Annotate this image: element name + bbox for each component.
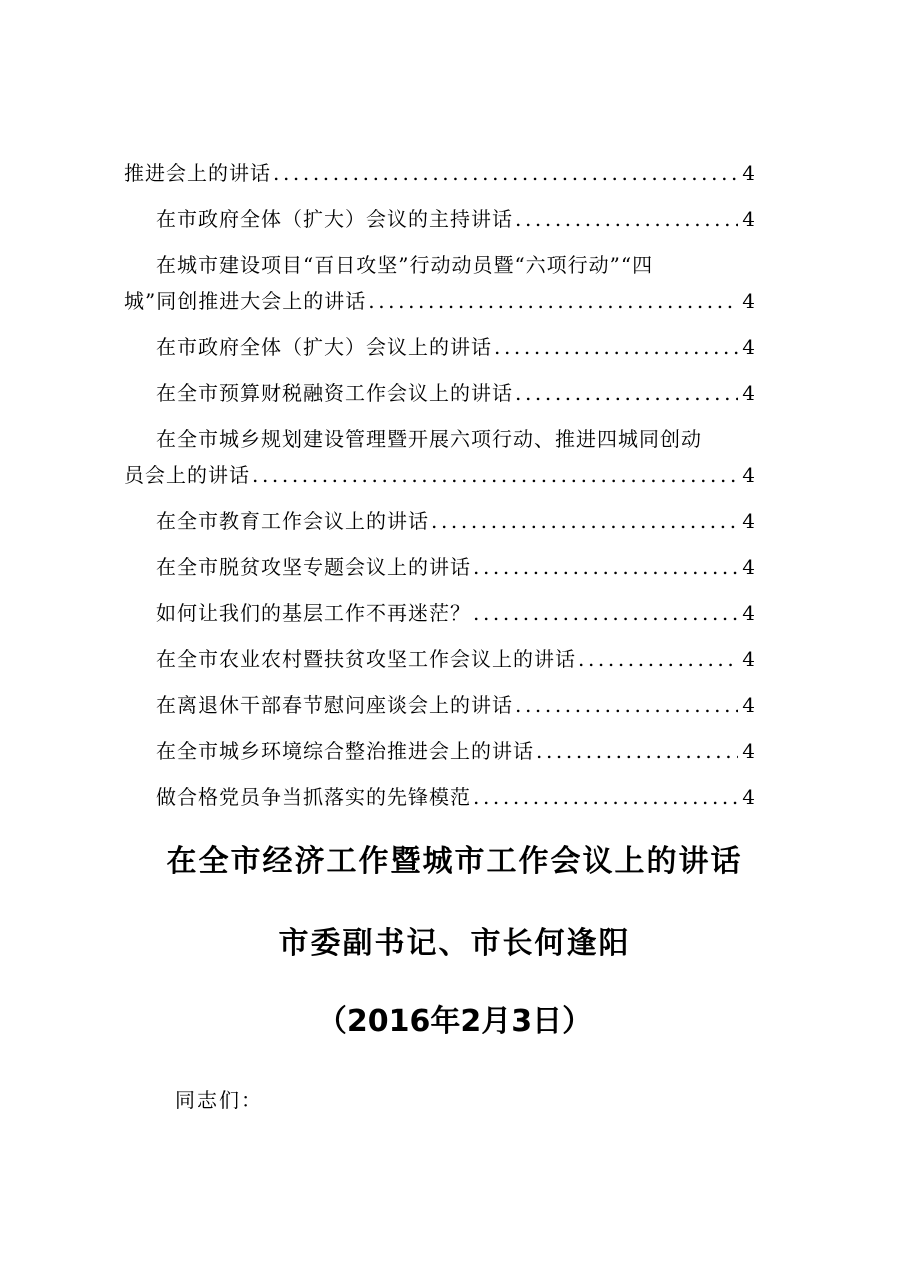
toc-entry-text: 城”同创推进大会上的讲话 (124, 289, 367, 313)
toc-entry-text: 在全市城乡环境综合整治推进会上的讲话 (156, 739, 534, 763)
toc-entry[interactable] (124, 503, 756, 549)
table-of-contents (124, 155, 756, 825)
toc-dot-leader (473, 779, 738, 815)
toc-entry-text: 在城市建设项目“百日攻坚”行动动员暨“六项行动”“四 (156, 253, 654, 277)
toc-entry-text: 在离退休干部春节慰问座谈会上的讲话 (156, 693, 513, 717)
toc-entry[interactable] (124, 779, 756, 825)
toc-entry-text: 在全市农业农村暨扶贫攻坚工作会议上的讲话 (156, 647, 576, 671)
toc-entry-text: 如何让我们的基层工作不再迷茫？ (156, 601, 471, 625)
toc-entry[interactable] (124, 421, 756, 503)
toc-page-number: 4 (742, 207, 756, 231)
toc-dot-leader (515, 687, 738, 723)
toc-dot-leader (252, 457, 738, 493)
toc-entry-text: 在全市脱贫攻坚专题会议上的讲话 (156, 555, 471, 579)
toc-entry[interactable] (124, 329, 756, 375)
toc-entry-text: 在市政府全体（扩大）会议的主持讲话 (156, 207, 513, 231)
toc-entry[interactable] (124, 687, 756, 733)
toc-entry-text: 在全市预算财税融资工作会议上的讲话 (156, 381, 513, 405)
toc-page-number: 4 (742, 601, 756, 625)
speech-title: 在全市经济工作暨城市工作会议上的讲话 (166, 844, 743, 879)
toc-entry[interactable] (124, 733, 756, 779)
toc-page-number: 4 (742, 463, 756, 487)
salutation: 同志们： (175, 1088, 263, 1112)
toc-entry-text: 在全市城乡规划建设管理暨开展六项行动、推进四城同创动 (156, 427, 702, 451)
toc-entry[interactable] (124, 641, 756, 687)
toc-dot-leader (494, 329, 738, 365)
toc-page-number: 4 (742, 161, 756, 185)
toc-dot-leader (431, 503, 738, 539)
toc-entry[interactable] (124, 375, 756, 421)
toc-dot-leader (473, 595, 738, 631)
toc-entry-text: 推进会上的讲话 (124, 161, 271, 185)
toc-page-number: 4 (742, 381, 756, 405)
toc-page-number: 4 (742, 289, 756, 313)
toc-entry-text: 在全市教育工作会议上的讲话 (156, 509, 429, 533)
toc-dot-leader (515, 201, 738, 237)
toc-page-number: 4 (742, 647, 756, 671)
toc-dot-leader (473, 549, 738, 585)
toc-entry[interactable] (124, 201, 756, 247)
toc-dot-leader (536, 733, 738, 769)
toc-entry-text: 在市政府全体（扩大）会议上的讲话 (156, 335, 492, 359)
toc-dot-leader (515, 375, 738, 411)
toc-page-number: 4 (742, 335, 756, 359)
speech-date: （2016年2月3日） (316, 1004, 593, 1039)
toc-page-number: 4 (742, 555, 756, 579)
toc-page-number: 4 (742, 693, 756, 717)
toc-dot-leader (368, 283, 738, 319)
toc-entry-text: 做合格党员争当抓落实的先锋模范 (156, 785, 471, 809)
speaker-line: 市委副书记、市长何逢阳 (278, 926, 631, 961)
toc-page-number: 4 (742, 509, 756, 533)
toc-page-number: 4 (742, 739, 756, 763)
toc-entry[interactable] (124, 549, 756, 595)
toc-entry[interactable] (124, 155, 756, 201)
toc-entry[interactable] (124, 247, 756, 329)
toc-page-number: 4 (742, 785, 756, 809)
toc-entry[interactable] (124, 595, 756, 641)
toc-dot-leader (578, 641, 738, 677)
toc-entry-text: 员会上的讲话 (124, 463, 250, 487)
toc-dot-leader (273, 155, 738, 191)
